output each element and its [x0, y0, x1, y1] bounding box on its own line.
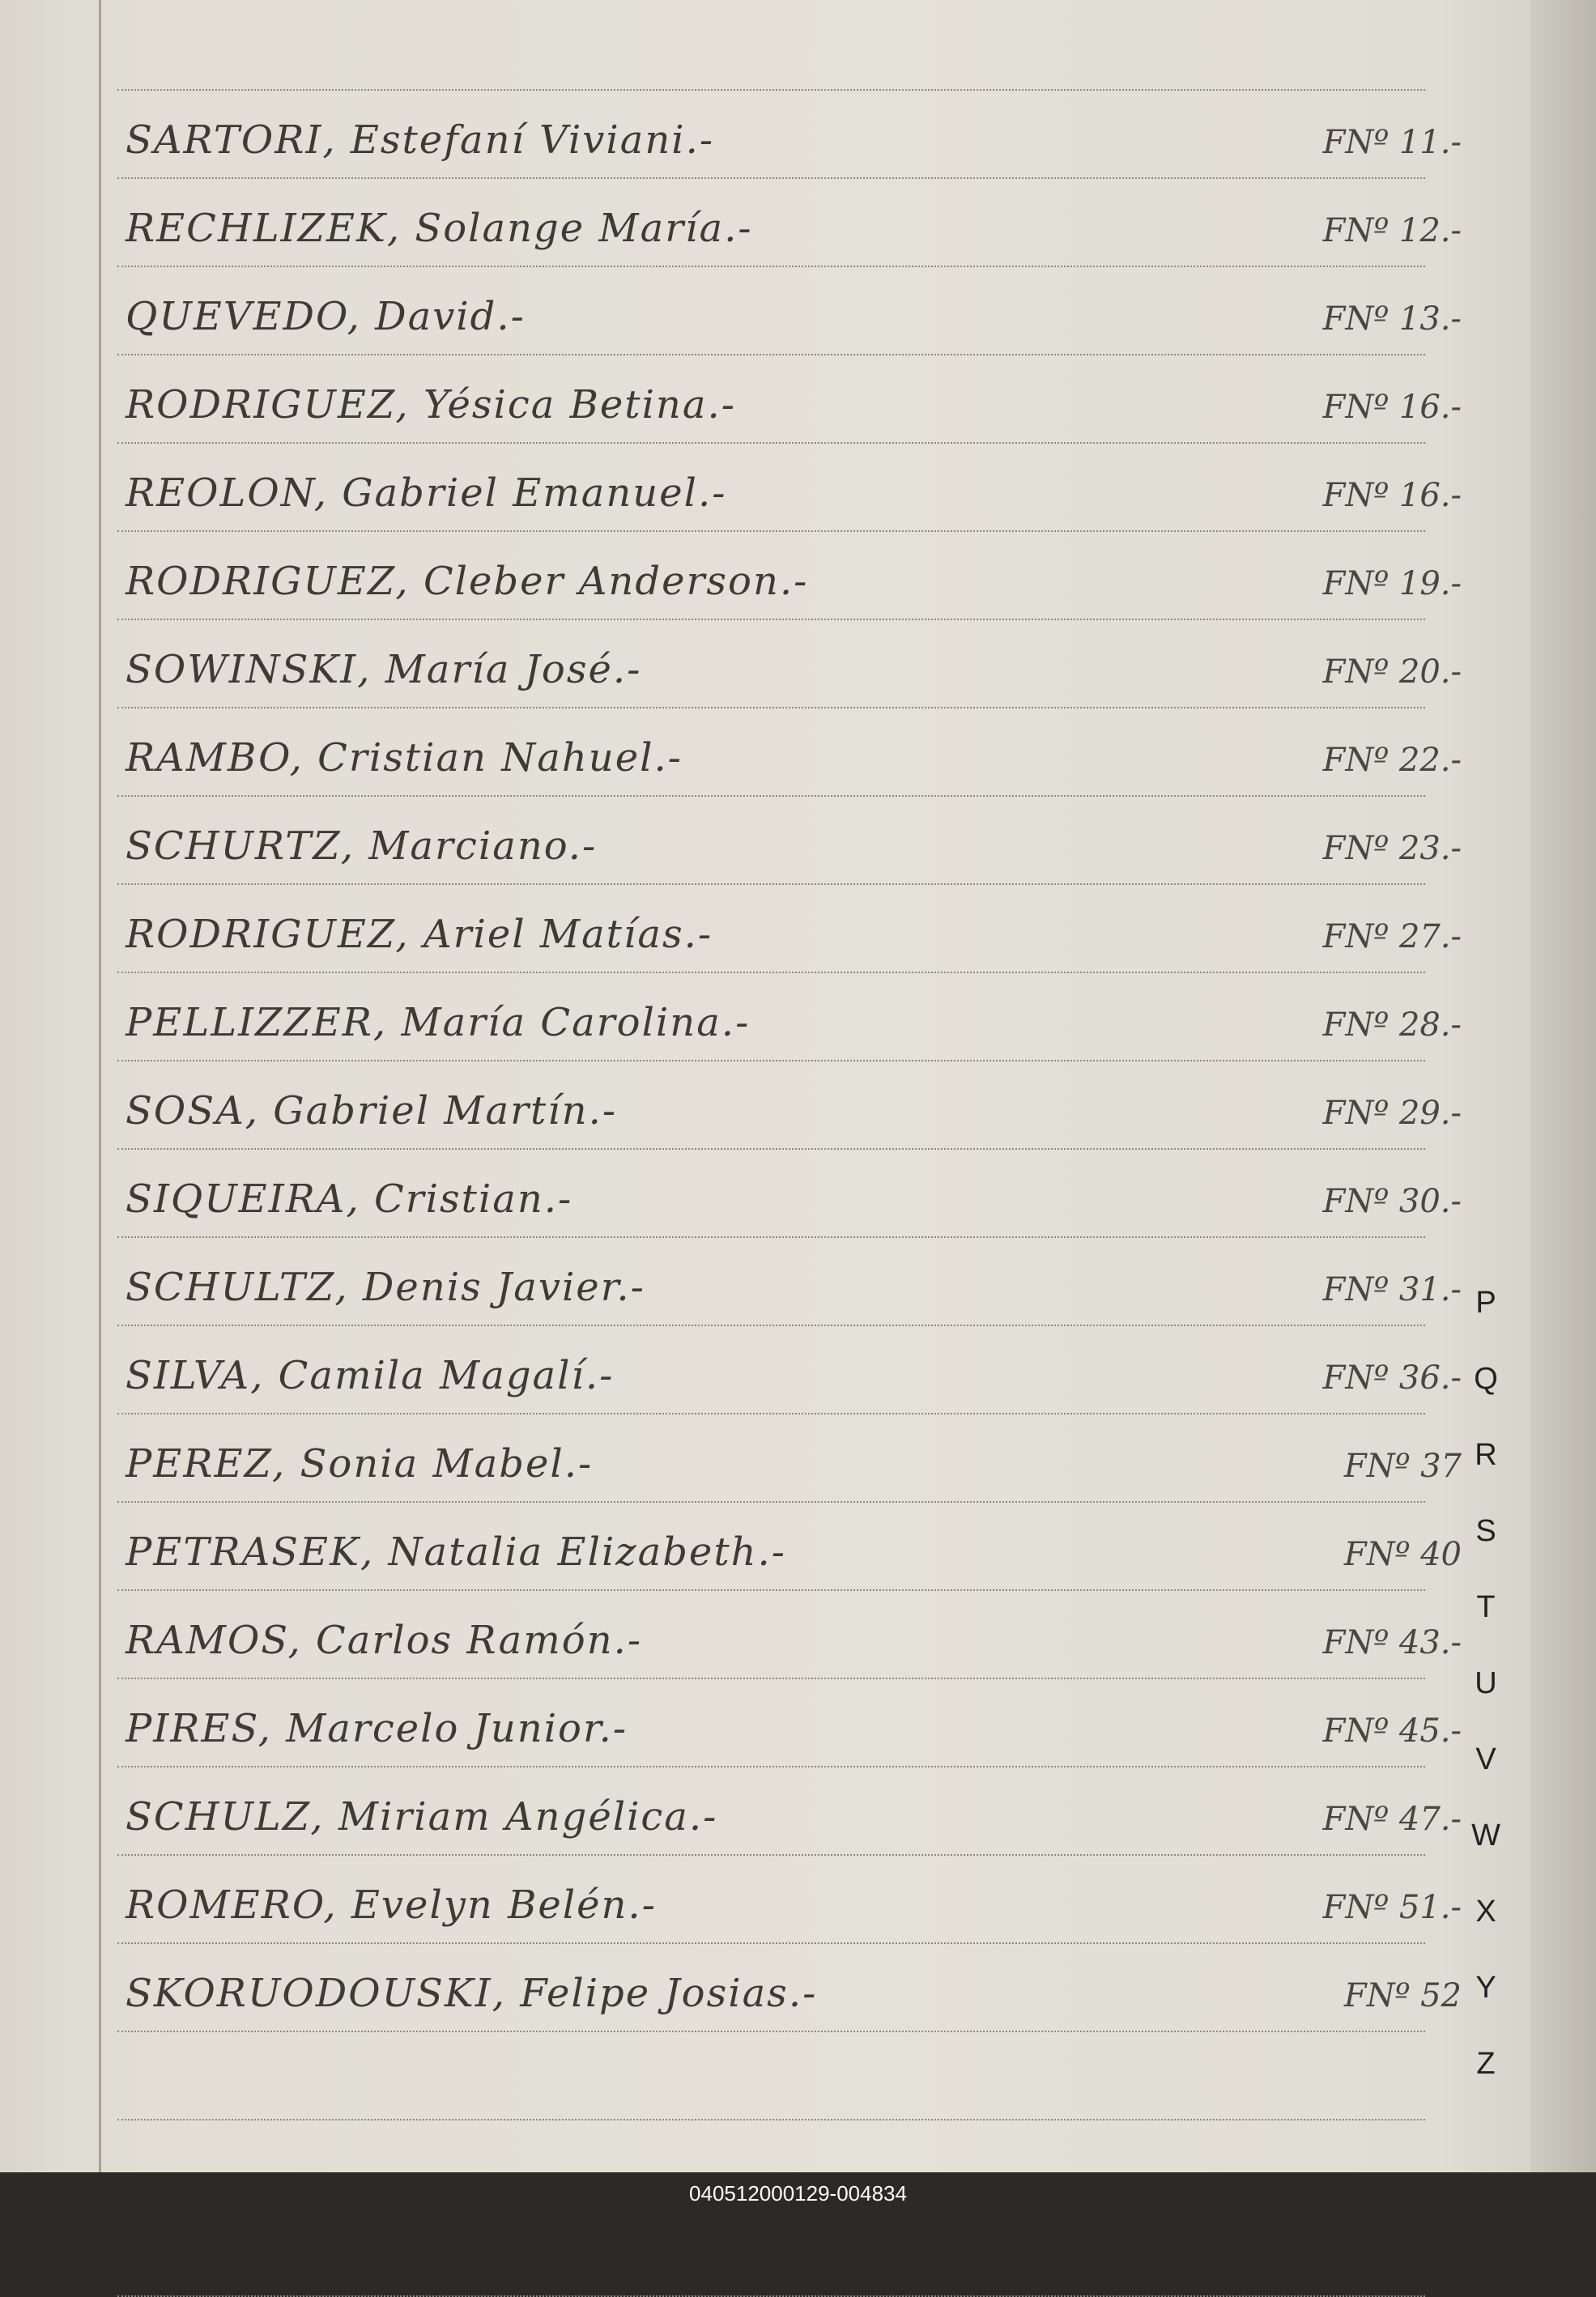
entry-name: RODRIGUEZ, Cleber Anderson.-	[126, 559, 809, 604]
entry-folio-number: FNº 51.-	[1322, 1889, 1462, 1926]
entry-folio-number: FNº 45.-	[1322, 1712, 1462, 1750]
entry-folio-number: FNº 47.-	[1322, 1801, 1462, 1838]
entry-name: SARTORI, Estefaní Viviani.-	[126, 117, 715, 163]
entry-name: PIRES, Marcelo Junior.-	[126, 1706, 628, 1751]
index-letter: V	[1475, 1742, 1496, 1776]
register-entry	[117, 807, 1462, 880]
register-entry	[117, 1513, 1462, 1586]
entry-folio-number: FNº 52	[1343, 1977, 1462, 2014]
index-letter: S	[1475, 1514, 1496, 1548]
index-letter: Q	[1474, 1362, 1498, 1396]
entry-name: RAMOS, Carlos Ramón.-	[126, 1618, 643, 1663]
entry-folio-number: FNº 36.-	[1322, 1359, 1462, 1397]
entry-folio-number: FNº 30.-	[1322, 1183, 1462, 1220]
document-id-footer: 040512000129-004834	[0, 2172, 1596, 2214]
alphabet-index	[1466, 1286, 1506, 2123]
entry-name: SCHULTZ, Denis Javier.-	[126, 1265, 645, 1310]
entry-name: PEREZ, Sonia Mabel.-	[126, 1441, 594, 1487]
index-letter: X	[1475, 1895, 1496, 1929]
register-entry	[117, 542, 1462, 615]
entry-folio-number: FNº 43.-	[1322, 1624, 1462, 1661]
index-letter: Y	[1475, 1971, 1496, 2005]
entry-folio-number: FNº 13.-	[1322, 300, 1462, 338]
index-letter: Z	[1476, 2047, 1496, 2081]
register-entry	[117, 1160, 1462, 1233]
register-entry	[117, 189, 1462, 262]
register-entry	[117, 278, 1462, 351]
entry-folio-number: FNº 12.-	[1322, 212, 1462, 249]
index-letter: P	[1475, 1286, 1496, 1320]
entry-folio-number: FNº 16.-	[1322, 389, 1462, 426]
entry-name: QUEVEDO, David.-	[126, 294, 526, 339]
entry-name: PETRASEK, Natalia Elizabeth.-	[126, 1529, 787, 1575]
entry-folio-number: FNº 22.-	[1322, 742, 1462, 779]
entry-folio-number: FNº 40	[1343, 1536, 1462, 1573]
entry-name: PELLIZZER, María Carolina.-	[126, 1000, 751, 1045]
entry-name: ROMERO, Evelyn Belén.-	[126, 1882, 657, 1928]
entry-name: SIQUEIRA, Cristian.-	[126, 1176, 573, 1222]
register-entry	[117, 1690, 1462, 1763]
register-entry	[117, 984, 1462, 1057]
register-entry	[117, 1866, 1462, 1939]
entry-folio-number: FNº 23.-	[1322, 830, 1462, 867]
register-entry	[117, 895, 1462, 968]
entry-folio-number: FNº 28.-	[1322, 1006, 1462, 1044]
entry-name: REOLON, Gabriel Emanuel.-	[126, 470, 727, 516]
register-entry	[117, 1425, 1462, 1498]
entry-name: SKORUODOUSKI, Felipe Josias.-	[126, 1971, 818, 2016]
index-letter: W	[1471, 1818, 1500, 1852]
index-letter: U	[1475, 1666, 1497, 1700]
register-entry	[117, 1337, 1462, 1410]
entry-name: RODRIGUEZ, Yésica Betina.-	[126, 382, 736, 427]
entry-name: SILVA, Camila Magalí.-	[126, 1353, 615, 1398]
entry-name: RODRIGUEZ, Ariel Matías.-	[126, 912, 713, 957]
entry-folio-number: FNº 11.-	[1322, 124, 1462, 161]
entry-name: SCHURTZ, Marciano.-	[126, 823, 598, 869]
register-entry	[117, 1602, 1462, 1674]
register-entry	[117, 1955, 1462, 2027]
entry-folio-number: FNº 29.-	[1322, 1095, 1462, 1132]
register-entry	[117, 1072, 1462, 1145]
entry-folio-number: FNº 19.-	[1322, 565, 1462, 602]
entry-folio-number: FNº 37	[1343, 1448, 1462, 1485]
register-entry	[117, 719, 1462, 792]
register-entry	[117, 631, 1462, 704]
register-entry	[117, 454, 1462, 527]
entry-folio-number: FNº 20.-	[1322, 653, 1462, 691]
register-entry	[117, 366, 1462, 439]
entry-folio-number: FNº 31.-	[1322, 1271, 1462, 1308]
entry-name: SCHULZ, Miriam Angélica.-	[126, 1794, 718, 1840]
index-letter: T	[1476, 1590, 1496, 1624]
register-entry	[117, 101, 1462, 174]
register-entry	[117, 1778, 1462, 1851]
entry-name: RECHLIZEK, Solange María.-	[126, 206, 753, 251]
entry-name: SOSA, Gabriel Martín.-	[126, 1088, 618, 1134]
register-entry	[117, 1248, 1462, 1321]
entry-folio-number: FNº 27.-	[1322, 918, 1462, 955]
entry-folio-number: FNº 16.-	[1322, 477, 1462, 514]
entry-name: RAMBO, Cristian Nahuel.-	[126, 735, 683, 781]
entry-name: SOWINSKI, María José.-	[126, 647, 642, 692]
index-letter: R	[1475, 1438, 1497, 1472]
